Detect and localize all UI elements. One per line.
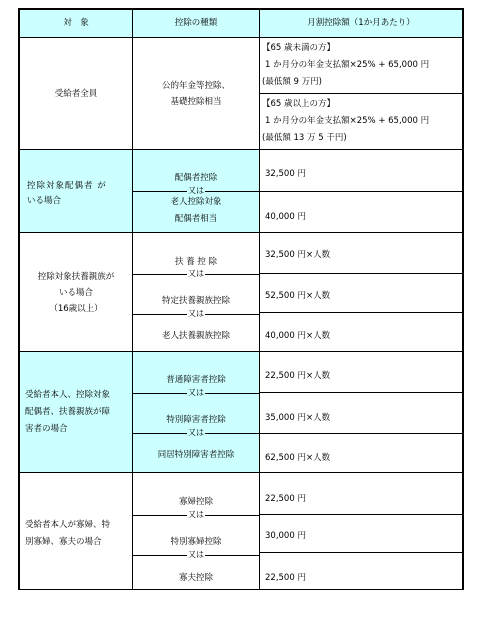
s2-target-line1: 控除対象配偶者 が: [27, 181, 107, 191]
s2-kind-cell: [132, 149, 260, 233]
s4-target-cell: [19, 351, 133, 473]
header-target-cell: [19, 9, 133, 38]
s1-kind-line1: 公的年金等控除、: [161, 81, 230, 91]
s1-amount-under65-cell: [259, 37, 463, 94]
s2-amount-2-cell: [259, 191, 463, 233]
s4-kind-2: 特別障害者控除: [166, 415, 226, 425]
s4-amount-1-cell: [259, 351, 463, 393]
s4-or-2: 又は: [188, 428, 204, 437]
s1-amount-over65-cell: [259, 93, 463, 150]
s2-kind-1: 配偶者控除: [174, 173, 218, 183]
deduction-table: [18, 8, 464, 590]
s3-kind-cell: [132, 232, 260, 352]
s5-target-cell: [19, 472, 133, 590]
s4-amount-2: 35,000 円×人数: [265, 413, 331, 423]
s2-amount-1: 32,500 円: [265, 169, 306, 179]
header-kind: 控除の種類: [174, 18, 218, 28]
s4-target-line3: 害者の場合: [25, 424, 68, 434]
s5-amount-3: 22,500 円: [265, 573, 306, 583]
s1-target: 受給者全員: [54, 89, 98, 99]
s3-kind-3: 老人扶養親族控除: [161, 331, 230, 341]
s1-a1-line1: 【65 歳未満の方】: [262, 43, 336, 53]
s3-amount-3-cell: [259, 312, 463, 352]
s4-amount-3: 62,500 円×人数: [265, 453, 331, 463]
s4-kind-3: 同居特別障害者控除: [157, 450, 235, 460]
s1-target-cell: [19, 37, 133, 150]
s1-a2-line1: 【65 歳以上の方】: [262, 99, 336, 109]
s2-amount-1-cell: [259, 149, 463, 192]
s3-target-line3: （16歳以上）: [49, 304, 103, 314]
s1-a1-line3: (最低額 9 万円): [262, 77, 322, 87]
s5-or-1: 又は: [188, 510, 204, 519]
s3-or-2: 又は: [188, 309, 204, 318]
s3-kind-1: 扶 養 控 除: [174, 257, 218, 267]
s5-target-line2: 別寡婦、寡夫の場合: [25, 537, 102, 547]
s1-kind-line2: 基礎控除相当: [170, 97, 222, 107]
header-amount-cell: [259, 9, 463, 38]
s3-amount-3: 40,000 円×人数: [265, 331, 331, 341]
s5-kind-3: 寡夫控除: [178, 573, 213, 583]
s5-kind-1: 寡婦控除: [178, 497, 213, 507]
s1-kind-cell: [132, 37, 260, 150]
header-target: 対 象: [63, 18, 89, 28]
s4-kind-1: 普通障害者控除: [166, 375, 226, 385]
s2-target-line2: いる場合: [27, 196, 62, 206]
s5-or-2: 又は: [188, 550, 204, 559]
s5-kind-2: 特別寡婦控除: [170, 537, 222, 547]
s2-target-cell: [19, 149, 133, 233]
s3-amount-1: 32,500 円×人数: [265, 250, 331, 260]
s5-amount-3-cell: [259, 552, 463, 590]
s4-amount-2-cell: [259, 392, 463, 434]
s4-amount-1: 22,500 円×人数: [265, 371, 331, 381]
s1-a1-line2: 1 か月分の年金支払額×25% + 65,000 円: [265, 60, 430, 70]
s3-amount-2-cell: [259, 273, 463, 313]
s3-target-line1: 控除対象扶養親族が: [37, 272, 115, 282]
s1-a2-line3: (最低額 13 万 5 千円): [262, 133, 347, 143]
s5-amount-2-cell: [259, 514, 463, 553]
s2-amount-2: 40,000 円: [265, 212, 306, 222]
s3-or-1: 又は: [188, 269, 204, 278]
header-amount: 月割控除額（1か月あたり）: [307, 18, 415, 28]
s2-kind-2-line2: 配偶者相当: [174, 214, 218, 224]
s5-target-line1: 受給者本人が寡婦、特: [25, 520, 111, 530]
s3-target-line2: いる場合: [58, 288, 93, 298]
s3-kind-2: 特定扶養親族控除: [161, 296, 230, 306]
s5-amount-1: 22,500 円: [265, 494, 306, 504]
header-kind-cell: [132, 9, 260, 38]
s4-target-line2: 配偶者、扶養親族が障: [25, 407, 111, 417]
s3-target-cell: [19, 232, 133, 352]
s3-amount-1-cell: [259, 232, 463, 274]
s1-a2-line2: 1 か月分の年金支払額×25% + 65,000 円: [265, 116, 430, 126]
s5-amount-1-cell: [259, 472, 463, 515]
s5-amount-2: 30,000 円: [265, 531, 306, 541]
s2-kind-2-line1: 老人控除対象: [170, 197, 222, 207]
s4-kind-cell: [132, 351, 260, 473]
s4-amount-3-cell: [259, 433, 463, 473]
s5-kind-cell: [132, 472, 260, 590]
s4-or-1: 又は: [188, 388, 204, 397]
s4-target-line1: 受給者本人、控除対象: [25, 390, 111, 400]
s3-amount-2: 52,500 円×人数: [265, 291, 331, 301]
s2-or: 又は: [188, 186, 204, 195]
